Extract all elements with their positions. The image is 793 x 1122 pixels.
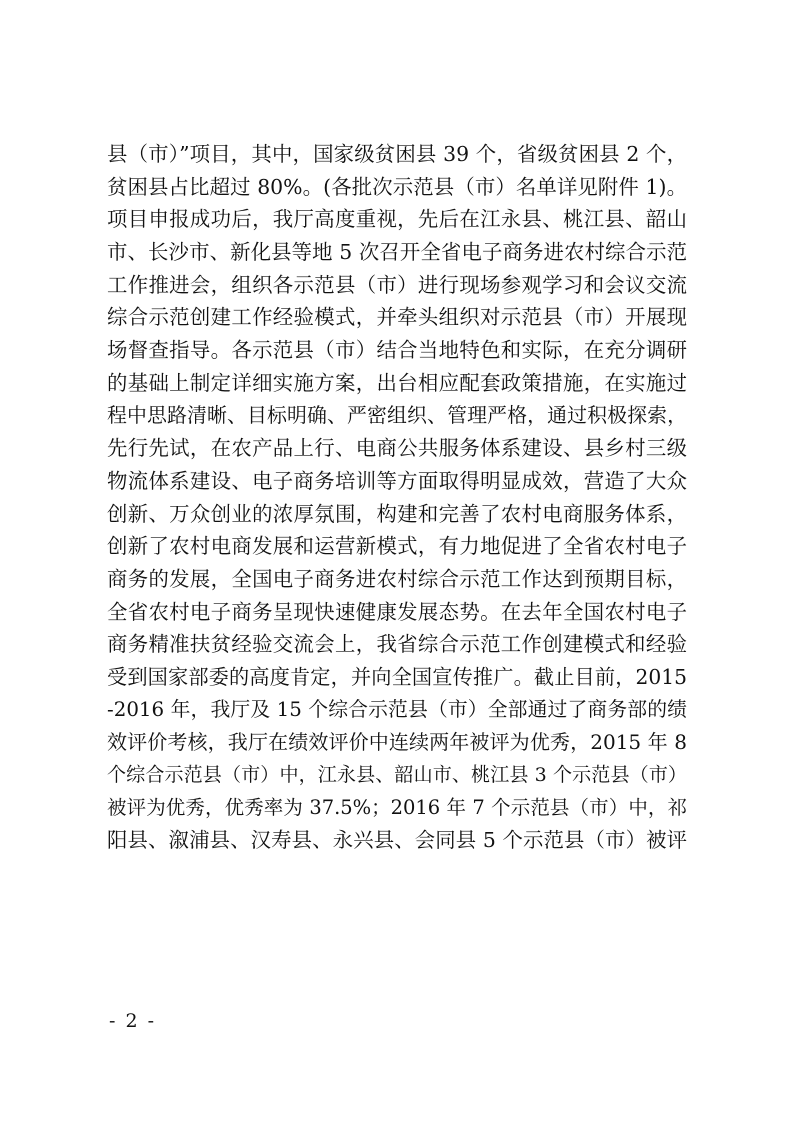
page-number: - 2 - <box>109 1010 157 1032</box>
text-line: 项目申报成功后，我厅高度重视，先后在江永县、桃江县、韶山 <box>107 207 687 232</box>
text-line: 效评价考核，我厅在绩效评价中连续两年被评为优秀，2015 年 8 <box>107 730 687 755</box>
text-line: 先行先试，在农产品上行、电商公共服务体系建设、县乡村三级 <box>107 436 687 461</box>
text-line: 物流体系建设、电子商务培训等方面取得明显成效，营造了大众 <box>107 468 687 493</box>
text-line: 创新、万众创业的浓厚氛围，构建和完善了农村电商服务体系， <box>107 501 687 526</box>
text-line: 综合示范创建工作经验模式，并牵头组织对示范县（市）开展现 <box>107 305 687 330</box>
text-line: 创新了农村电商发展和运营新模式，有力地促进了全省农村电子 <box>107 534 687 559</box>
text-line: 受到国家部委的高度肯定，并向全国宣传推广。截止目前，2015 <box>107 665 687 689</box>
text-line: 全省农村电子商务呈现快速健康发展态势。在去年全国农村电子 <box>107 599 687 624</box>
text-line: 工作推进会，组织各示范县（市）进行现场参观学习和会议交流 <box>107 272 687 297</box>
text-line: 被评为优秀，优秀率为 37.5%；2016 年 7 个示范县（市）中，祁 <box>107 795 687 819</box>
text-line: -2016 年，我厅及 15 个综合示范县（市）全部通过了商务部的绩 <box>107 697 687 721</box>
text-line: 商务的发展，全国电子商务进农村综合示范工作达到预期目标， <box>107 566 687 591</box>
text-line: 程中思路清晰、目标明确、严密组织、管理严格，通过积极探索， <box>107 403 687 427</box>
text-line: 贫困县占比超过 80%。(各批次示范县（市）名单详见附件 1)。 <box>107 174 687 199</box>
body-paragraph <box>107 138 687 857</box>
text-line: 个综合示范县（市）中，江永县、韶山市、桃江县 3 个示范县（市） <box>107 764 687 787</box>
text-line: 的基础上制定详细实施方案，出台相应配套政策措施，在实施过 <box>107 370 687 395</box>
text-line: 场督查指导。各示范县（市）结合当地特色和实际，在充分调研 <box>107 338 687 363</box>
text-line: 阳县、溆浦县、汉寿县、永兴县、会同县 5 个示范县（市）被评 <box>107 828 687 853</box>
text-line: 市、长沙市、新化县等地 5 次召开全省电子商务进农村综合示范 <box>107 240 687 265</box>
text-line: 县（市）”项目，其中，国家级贫困县 39 个，省级贫困县 2 个， <box>107 142 687 166</box>
text-line: 商务精准扶贫经验交流会上，我省综合示范工作创建模式和经验 <box>107 632 687 657</box>
